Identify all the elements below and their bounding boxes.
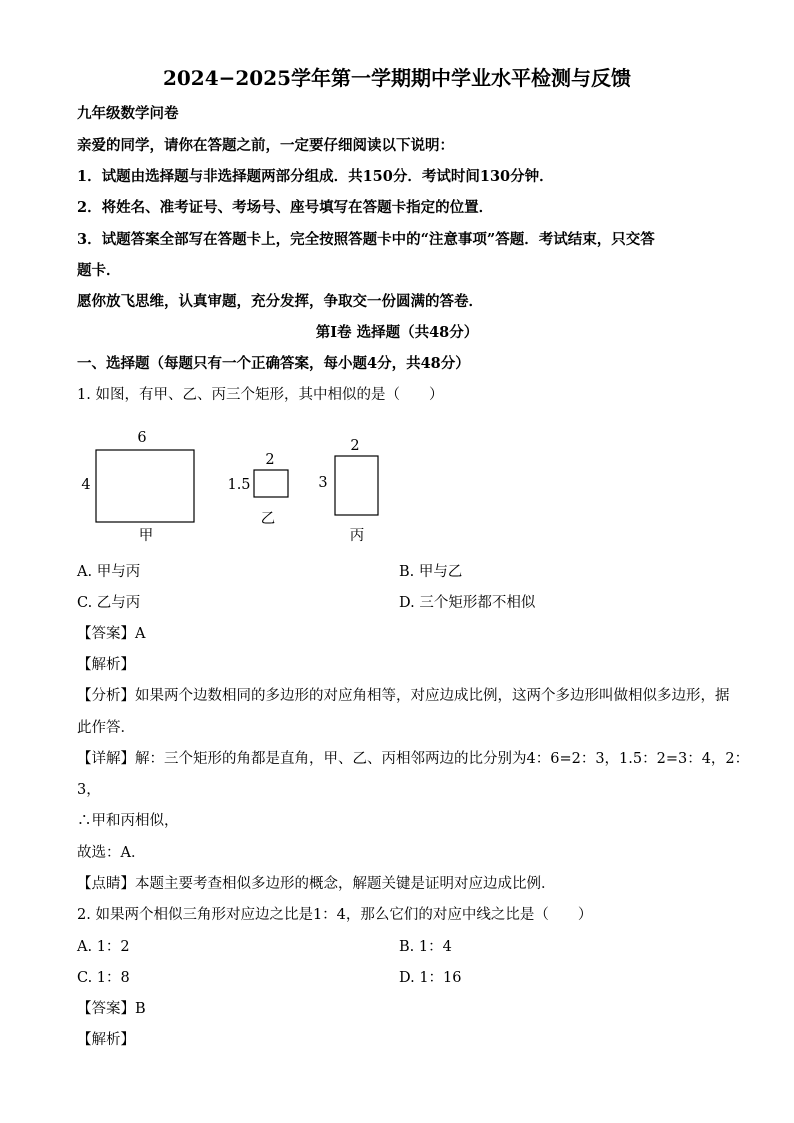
- q1-analysis-label: 【解析】: [77, 657, 135, 673]
- q1-option-b: B. 甲与乙: [399, 564, 463, 580]
- q2-option-b: B. 1：4: [399, 939, 452, 955]
- q2-option-d: D. 1：16: [399, 970, 462, 986]
- part-title: 第Ⅰ卷 选择题（共48分）: [315, 324, 479, 341]
- question-2-stem: 2. 如果两个相似三角形对应边之比是1：4，那么它们的对应中线之比是（ ）: [77, 907, 593, 923]
- q1-comment: 【点睛】本题主要考查相似多边形的概念，解题关键是证明对应边成比例．: [77, 876, 556, 892]
- rule-1: 1．试题由选择题与非选择题两部分组成．共150分．考试时间130分钟．: [77, 168, 554, 185]
- subject-label: 九年级数学问卷: [77, 105, 179, 122]
- rect-jia-name: 甲: [138, 528, 154, 544]
- q1-detail-line-4: 故选：A．: [77, 845, 146, 861]
- rect-bing-top-label: 2: [350, 438, 360, 454]
- rule-3-line-2: 题卡．: [77, 262, 121, 279]
- q1-option-d: D. 三个矩形都不相似: [399, 595, 536, 611]
- q1-option-a: A. 甲与丙: [77, 564, 141, 580]
- page-title: 2024−2025学年第一学期期中学业水平检测与反馈: [162, 66, 632, 90]
- rule-2: 2．将姓名、准考证号、考场号、座号填写在答题卡指定的位置．: [77, 199, 494, 216]
- q2-option-c: C. 1：8: [77, 970, 130, 986]
- section-heading: 一、选择题（每题只有一个正确答案，每小题4分，共48分）: [77, 355, 470, 372]
- q2-analysis-label: 【解析】: [77, 1032, 135, 1048]
- rect-jia-side-label: 4: [81, 477, 91, 493]
- rect-yi-top-label: 2: [265, 452, 275, 468]
- intro-greeting: 亲爱的同学，请你在答题之前，一定要仔细阅读以下说明：: [77, 137, 454, 154]
- q1-analysis-line-1: 【分析】如果两个边数相同的多边形的对应角相等，对应边成比例，这两个多边形叫做相似多边形，据: [77, 688, 730, 704]
- q1-option-c: C. 乙与丙: [77, 595, 141, 611]
- rect-bing-name: 丙: [349, 528, 365, 544]
- q1-analysis-line-2: 此作答．: [77, 720, 135, 736]
- q1-detail-line-2: 3，: [77, 782, 101, 798]
- rect-yi-side-label: 1.5: [227, 477, 251, 493]
- rectangles-figure: [0, 420, 400, 550]
- q2-option-a: A. 1：2: [77, 939, 130, 955]
- intro-wish: 愿你放飞思维，认真审题，充分发挥，争取交一份圆满的答卷．: [77, 293, 483, 310]
- rect-jia-top-label: 6: [137, 430, 147, 446]
- q1-detail-line-3: ∴甲和丙相似，: [77, 813, 179, 829]
- rectangle-bing: [335, 456, 378, 515]
- q1-answer: 【答案】A: [77, 626, 146, 642]
- q1-detail-line-1: 【详解】解：三个矩形的角都是直角，甲、乙、丙相邻两边的比分别为4：6=2：3，1.5：2=3：4，2：: [77, 751, 750, 767]
- rectangle-yi: [254, 470, 288, 497]
- rect-bing-side-label: 3: [318, 475, 328, 491]
- q2-answer: 【答案】B: [77, 1001, 146, 1017]
- rect-yi-name: 乙: [260, 511, 276, 527]
- rectangle-jia: [96, 450, 194, 522]
- question-1-stem: 1. 如图，有甲、乙、丙三个矩形，其中相似的是（ ）: [77, 387, 444, 403]
- rule-3-line-1: 3．试题答案全部写在答题卡上，完全按照答题卡中的“注意事项”答题．考试结束，只交答: [77, 231, 655, 248]
